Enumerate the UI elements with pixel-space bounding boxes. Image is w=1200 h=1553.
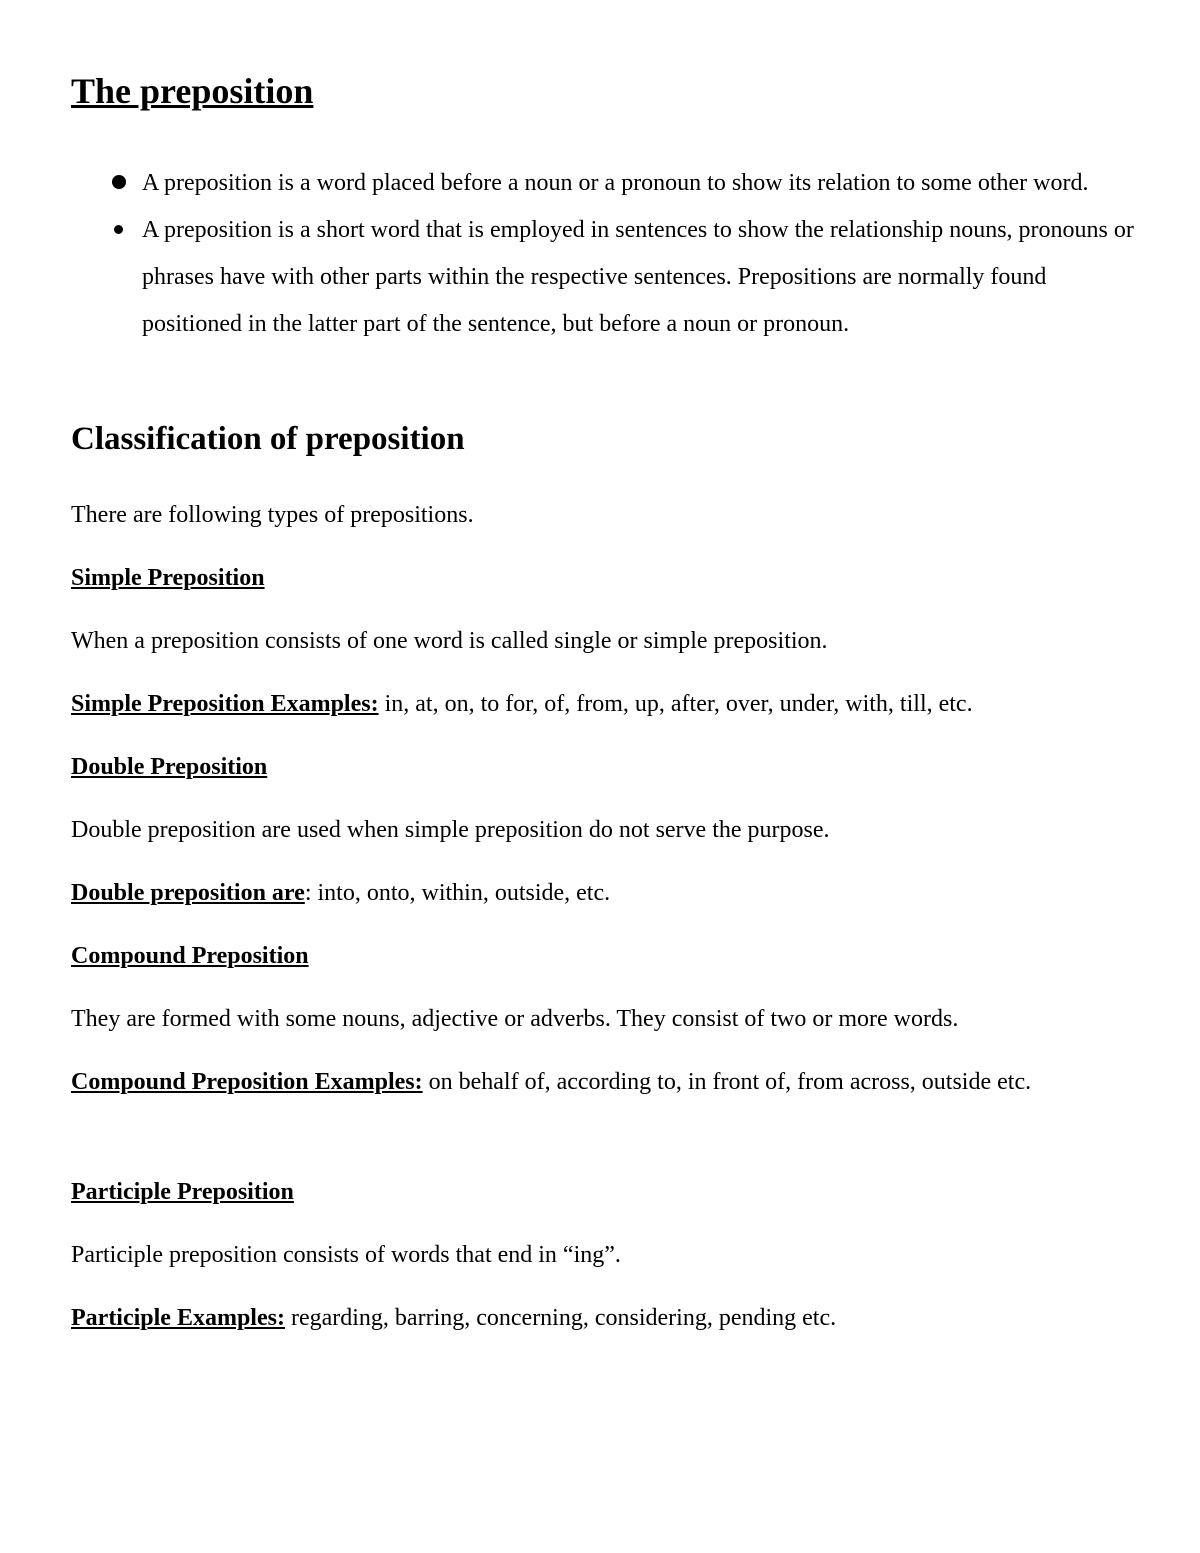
participle-examples-label: Participle Examples: [71, 1305, 285, 1331]
simple-examples [71, 691, 973, 718]
definition-text: A preposition is a short word that is employed in sentences to show the relationship nouns, pronouns or phrases have with other parts within the respective sentences. Prepositions are normally found positioned in the latter part of the sentence, but before a noun or pronoun. [142, 217, 1134, 337]
simple-examples-label: Simple Preposition Examples: [71, 691, 379, 717]
classification-intro: There are following types of prepositions. [71, 502, 474, 528]
participle-heading: Participle Preposition [71, 1179, 294, 1205]
compound-examples-label: Compound Preposition Examples: [71, 1069, 423, 1095]
bullet-icon [112, 207, 126, 254]
double-examples-label: Double preposition are [71, 880, 305, 906]
participle-examples-list: regarding, barring, concerning, considering, pending etc. [284, 1305, 837, 1331]
double-examples [71, 880, 610, 907]
simple-examples-list: in, at, on, to for, of, from, up, after, over, under, with, till, etc. [378, 691, 973, 717]
definition-text: A preposition is a word placed before a noun or a pronoun to show its relation to some other word. [142, 170, 1089, 196]
double-examples-list: : into, onto, within, outside, etc. [304, 880, 611, 906]
compound-examples-list: on behalf of, according to, in front of, from across, outside etc. [422, 1069, 1032, 1095]
page-title: The preposition [71, 71, 314, 111]
participle-examples [71, 1305, 836, 1332]
compound-examples [71, 1059, 1141, 1106]
participle-description: Participle preposition consists of words that end in “ing”. [71, 1242, 621, 1268]
simple-heading: Simple Preposition [71, 565, 265, 591]
compound-description: They are formed with some nouns, adjective or adverbs. They consist of two or more words. [71, 1006, 959, 1032]
compound-heading: Compound Preposition [71, 943, 309, 969]
definition-list [71, 160, 1141, 348]
bullet-icon [112, 160, 126, 207]
double-description: Double preposition are used when simple preposition do not serve the purpose. [71, 817, 830, 843]
double-heading: Double Preposition [71, 754, 268, 780]
classification-heading: Classification of preposition [71, 421, 465, 457]
list-item [71, 207, 1141, 348]
simple-description: When a preposition consists of one word is called single or simple preposition. [71, 628, 828, 654]
list-item [71, 160, 1141, 207]
